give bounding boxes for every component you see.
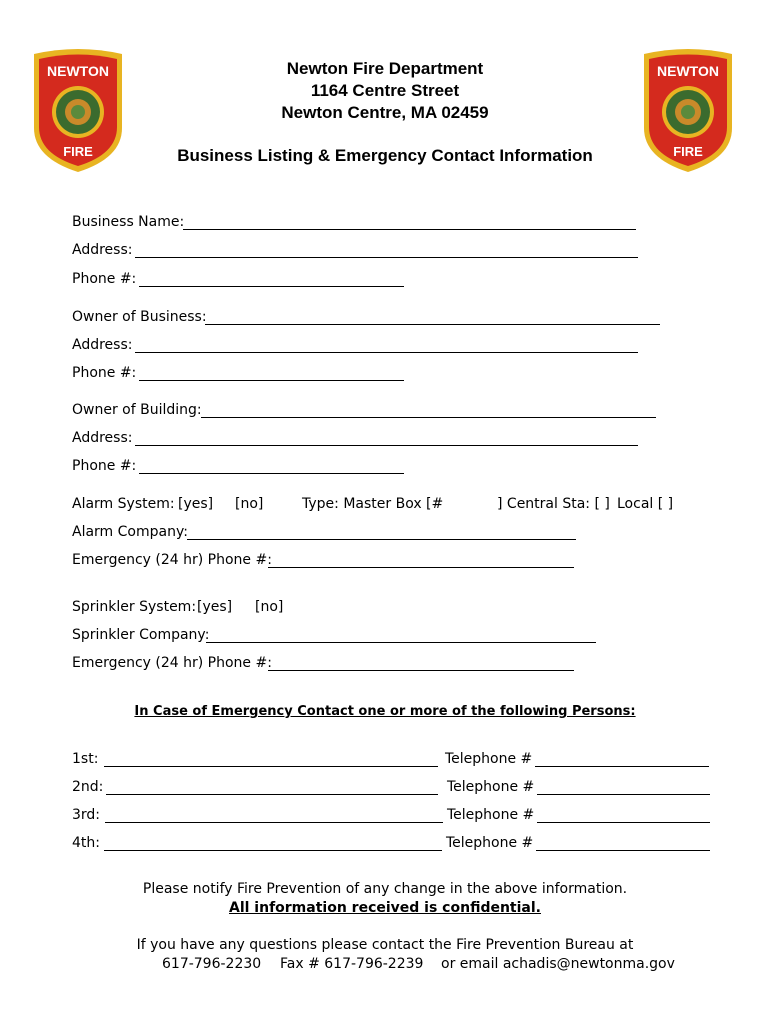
alarm-yes-option[interactable]: [yes]: [178, 496, 214, 512]
sprinkler-company-field[interactable]: [206, 642, 596, 643]
sprinkler-company-label: Sprinkler Company:: [72, 627, 210, 643]
badge-bottom-text: FIRE: [63, 144, 93, 159]
contact-4-tel-field[interactable]: [536, 850, 710, 851]
contact-3-tel-field[interactable]: [537, 822, 710, 823]
fire-prevention-fax: Fax # 617-796-2239: [280, 956, 424, 972]
contact-1-name-field[interactable]: [104, 766, 438, 767]
fire-prevention-phone: 617-796-2230: [162, 956, 262, 972]
contact-2-tel-label: Telephone #: [447, 779, 535, 795]
owner-building-field[interactable]: [201, 417, 656, 418]
alarm-local-option[interactable]: Local [ ]: [617, 496, 674, 512]
alarm-emergency-field[interactable]: [268, 567, 574, 568]
contact-4-label: 4th:: [72, 835, 100, 851]
emergency-heading: In Case of Emergency Contact one or more of the following Persons:: [134, 704, 636, 719]
badge-top-text: NEWTON: [47, 63, 109, 79]
sprinkler-emergency-label: Emergency (24 hr) Phone #:: [72, 655, 272, 671]
contact-3-name-field[interactable]: [105, 822, 443, 823]
owner-building-phone-field[interactable]: [139, 473, 404, 474]
owner-building-address-field[interactable]: [135, 445, 638, 446]
alarm-system-label: Alarm System:: [72, 496, 175, 512]
contact-2-name-field[interactable]: [106, 794, 438, 795]
fire-prevention-email[interactable]: or email achadis@newtonma.gov: [441, 956, 675, 972]
owner-business-label: Owner of Business:: [72, 309, 207, 325]
contact-2-label: 2nd:: [72, 779, 104, 795]
notify-text: Please notify Fire Prevention of any change in the above information.: [142, 881, 628, 897]
owner-business-address-field[interactable]: [135, 352, 638, 353]
questions-text: If you have any questions please contact the Fire Prevention Bureau at: [136, 937, 634, 953]
sprinkler-no-option[interactable]: [no]: [255, 599, 284, 615]
contact-3-tel-label: Telephone #: [447, 807, 535, 823]
owner-business-address-label: Address:: [72, 337, 133, 353]
alarm-company-field[interactable]: [187, 539, 576, 540]
dept-name: Newton Fire Department: [286, 59, 484, 78]
sprinkler-yes-option[interactable]: [yes]: [197, 599, 233, 615]
confidential-text: All information received is confidential.: [229, 900, 541, 916]
sprinkler-emergency-field[interactable]: [268, 670, 574, 671]
business-address-field[interactable]: [135, 257, 638, 258]
alarm-no-option[interactable]: [no]: [235, 496, 264, 512]
business-phone-field[interactable]: [139, 286, 404, 287]
contact-1-tel-label: Telephone #: [445, 751, 533, 767]
contact-4-tel-label: Telephone #: [446, 835, 534, 851]
owner-building-label: Owner of Building:: [72, 402, 202, 418]
business-name-label: Business Name:: [72, 214, 185, 230]
dept-street: 1164 Centre Street: [310, 81, 460, 100]
business-name-field[interactable]: [183, 229, 636, 230]
contact-1-label: 1st:: [72, 751, 99, 767]
contact-2-tel-field[interactable]: [537, 794, 710, 795]
contact-3-label: 3rd:: [72, 807, 101, 823]
contact-1-tel-field[interactable]: [535, 766, 709, 767]
sprinkler-system-label: Sprinkler System:: [72, 599, 197, 615]
contact-4-name-field[interactable]: [104, 850, 442, 851]
business-phone-label: Phone #:: [72, 271, 137, 287]
owner-business-phone-field[interactable]: [139, 380, 404, 381]
owner-building-phone-label: Phone #:: [72, 458, 137, 474]
owner-business-phone-label: Phone #:: [72, 365, 137, 381]
alarm-company-label: Alarm Company:: [72, 524, 188, 540]
owner-building-address-label: Address:: [72, 430, 133, 446]
alarm-central-station-option[interactable]: ] Central Sta: [ ]: [497, 496, 610, 512]
business-address-label: Address:: [72, 242, 133, 258]
form-title: Business Listing & Emergency Contact Information: [177, 146, 593, 165]
badge-bottom-text: FIRE: [673, 144, 703, 159]
alarm-type-label: Type: Master Box [#: [302, 496, 444, 512]
alarm-emergency-label: Emergency (24 hr) Phone #:: [72, 552, 272, 568]
owner-business-field[interactable]: [205, 324, 660, 325]
badge-top-text: NEWTON: [657, 63, 719, 79]
dept-city: Newton Centre, MA 02459: [281, 103, 489, 122]
